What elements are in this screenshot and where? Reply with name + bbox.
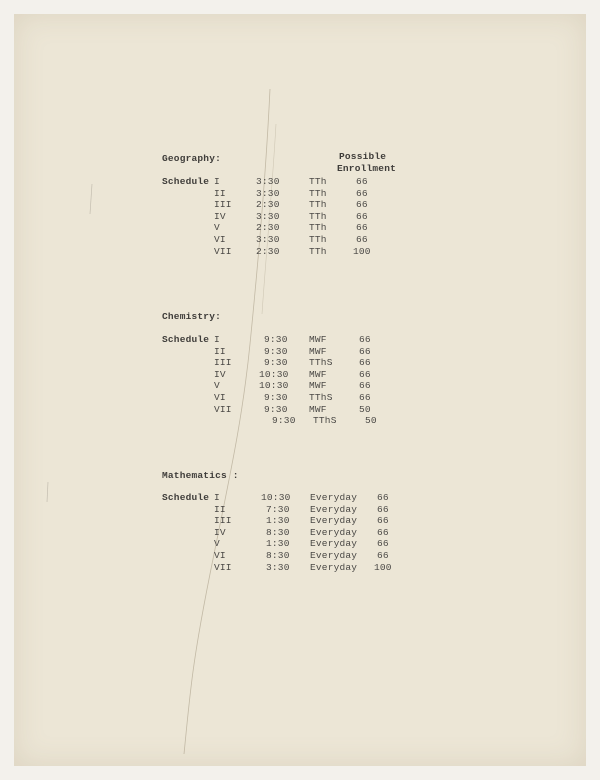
- class-time: 9:30: [264, 357, 288, 369]
- class-days: TTh: [309, 187, 327, 199]
- schedule-number: VII: [214, 403, 232, 415]
- class-time: 9:30: [272, 415, 296, 427]
- possible-enrollment: 66: [359, 334, 371, 345]
- class-time: 3:30: [256, 187, 280, 199]
- possible-enrollment: 66: [356, 234, 368, 245]
- class-days: TTh: [309, 222, 327, 234]
- class-days: MWF: [309, 368, 327, 380]
- schedule-number: III: [214, 199, 232, 211]
- class-days: Everyday: [310, 550, 358, 561]
- schedule-number: VII: [214, 561, 232, 573]
- class-days: TThS: [309, 392, 333, 403]
- class-days: MWF: [309, 403, 327, 415]
- possible-enrollment: 66: [377, 515, 389, 527]
- schedule-label: Schedule: [162, 334, 210, 345]
- possible-enrollment: 66: [377, 492, 389, 503]
- class-days: Everyday: [310, 538, 358, 550]
- schedule-number: IV: [214, 526, 226, 538]
- possible-enrollment: 66: [356, 176, 368, 187]
- possible-enrollment: 66: [359, 357, 371, 369]
- section-title: Chemistry:: [162, 311, 222, 322]
- class-time: 1:30: [266, 538, 290, 550]
- class-days: TTh: [309, 234, 327, 245]
- possible-enrollment: 66: [359, 368, 371, 380]
- class-time: 2:30: [256, 245, 280, 257]
- schedule-number: V: [214, 222, 220, 234]
- class-days: TTh: [309, 210, 327, 222]
- possible-enrollment: 66: [377, 550, 389, 561]
- paper-crease-marks: [14, 14, 586, 766]
- class-time: 10:30: [259, 380, 289, 392]
- schedule-number: VII: [214, 245, 232, 257]
- schedule-number: VI: [214, 392, 226, 403]
- class-time: 3:30: [256, 176, 280, 187]
- possible-enrollment: 66: [359, 345, 371, 357]
- class-time: 10:30: [259, 368, 289, 380]
- class-time: 3:30: [266, 561, 290, 573]
- schedule-number: VI: [214, 550, 226, 561]
- possible-enrollment: 66: [356, 187, 368, 199]
- possible-enrollment: 66: [356, 210, 368, 222]
- class-days: Everyday: [310, 526, 358, 538]
- schedule-number: V: [214, 538, 220, 550]
- class-days: TTh: [309, 199, 327, 211]
- section-title: Geography:: [162, 153, 222, 164]
- class-time: 10:30: [261, 492, 291, 503]
- section-title: Mathematics :: [162, 470, 239, 481]
- class-time: 9:30: [264, 403, 288, 415]
- possible-enrollment: 100: [374, 561, 392, 573]
- class-time: 3:30: [256, 234, 280, 245]
- schedule-number: IV: [214, 210, 226, 222]
- class-days: TTh: [309, 245, 327, 257]
- class-time: 9:30: [264, 334, 288, 345]
- class-time: 2:30: [256, 222, 280, 234]
- possible-enrollment: 100: [353, 245, 371, 257]
- schedule-label: Schedule: [162, 176, 210, 187]
- schedule-number: I: [214, 334, 220, 345]
- class-time: 1:30: [266, 515, 290, 527]
- class-days: TThS: [309, 357, 333, 369]
- class-days: Everyday: [310, 515, 358, 527]
- schedule-number: II: [214, 187, 226, 199]
- possible-enrollment: 66: [377, 503, 389, 515]
- schedule-number: I: [214, 492, 220, 503]
- class-days: TTh: [309, 176, 327, 187]
- class-days: Everyday: [310, 561, 358, 573]
- class-days: MWF: [309, 380, 327, 392]
- schedule-number: II: [214, 345, 226, 357]
- class-time: 8:30: [266, 550, 290, 561]
- schedule-number: III: [214, 357, 232, 369]
- possible-enrollment: 66: [356, 222, 368, 234]
- schedule-number: V: [214, 380, 220, 392]
- class-time: 7:30: [266, 503, 290, 515]
- class-time: 8:30: [266, 526, 290, 538]
- class-time: 9:30: [264, 392, 288, 403]
- schedule-number: VI: [214, 234, 226, 245]
- possible-enrollment: 66: [377, 538, 389, 550]
- possible-enrollment: 66: [359, 392, 371, 403]
- schedule-number: II: [214, 503, 226, 515]
- class-time: 9:30: [264, 345, 288, 357]
- class-days: MWF: [309, 334, 327, 345]
- class-days: MWF: [309, 345, 327, 357]
- class-days: Everyday: [310, 503, 358, 515]
- class-time: 2:30: [256, 199, 280, 211]
- enrollment-header-line2: Enrollment: [337, 163, 397, 174]
- paper-sheet: [14, 14, 586, 766]
- class-time: 3:30: [256, 210, 280, 222]
- class-days: TThS: [313, 415, 337, 427]
- possible-enrollment: 66: [356, 199, 368, 211]
- class-days: Everyday: [310, 492, 358, 503]
- possible-enrollment: 66: [359, 380, 371, 392]
- schedule-number: IV: [214, 368, 226, 380]
- possible-enrollment: 66: [377, 526, 389, 538]
- possible-enrollment: 50: [359, 403, 371, 415]
- enrollment-header-line1: Possible: [339, 151, 387, 162]
- schedule-number: III: [214, 515, 232, 527]
- schedule-number: I: [214, 176, 220, 187]
- schedule-label: Schedule: [162, 492, 210, 503]
- possible-enrollment: 50: [365, 415, 377, 427]
